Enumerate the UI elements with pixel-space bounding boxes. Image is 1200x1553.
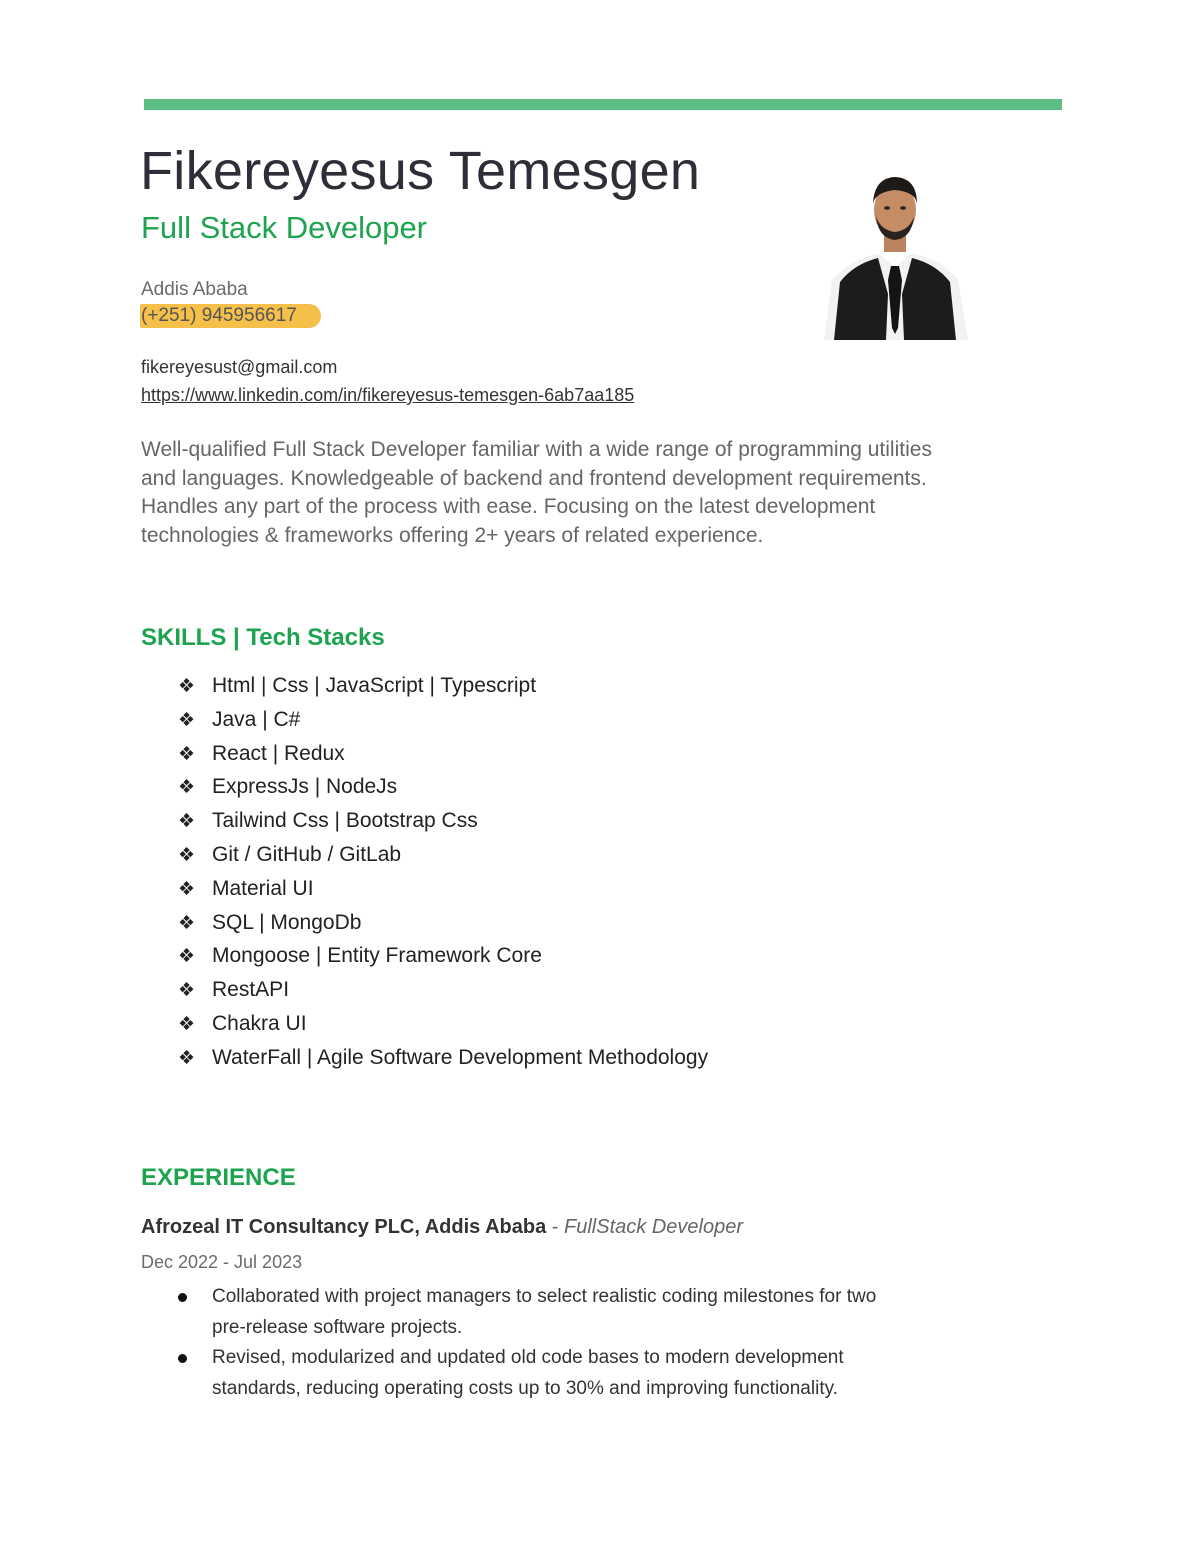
experience-heading: EXPERIENCE	[141, 1164, 296, 1191]
job-separator: -	[546, 1216, 565, 1238]
job-company: Afrozeal IT Consultancy PLC, Addis Ababa	[141, 1216, 547, 1238]
diamond-bullet-icon: ❖	[178, 777, 196, 799]
email-address[interactable]: fikereyesust@gmail.com	[141, 357, 338, 377]
profile-photo	[820, 168, 970, 340]
skill-item	[178, 809, 708, 843]
skill-label: Java | C#	[212, 707, 301, 731]
responsibility-item	[178, 1282, 898, 1343]
skill-item	[178, 1046, 708, 1080]
responsibility-item	[178, 1343, 898, 1404]
skill-item	[178, 674, 708, 708]
diamond-bullet-icon: ❖	[178, 1047, 196, 1069]
skill-label: Mongoose | Entity Framework Core	[212, 944, 542, 968]
job-header	[141, 1216, 743, 1239]
phone-number: (+251) 945956617	[140, 304, 321, 328]
skill-item	[178, 911, 708, 945]
skill-item	[178, 775, 708, 809]
skill-label: Chakra UI	[212, 1011, 307, 1035]
skill-label: WaterFall | Agile Software Development Methodology	[212, 1045, 709, 1069]
skill-item	[178, 742, 708, 776]
professional-summary: Well-qualified Full Stack Developer familiar with a wide range of programming utilities and languages. Knowledgeable of backend and frontend development requirements. Handles any part of the process with ease. Focusing on the latest development technologies & frameworks offering 2+ years of related experience.	[141, 438, 932, 547]
diamond-bullet-icon: ❖	[178, 878, 196, 900]
diamond-bullet-icon: ❖	[178, 709, 196, 731]
bullet-dot-icon	[178, 1354, 187, 1363]
skills-heading: SKILLS | Tech Stacks	[141, 624, 385, 651]
diamond-bullet-icon: ❖	[178, 912, 196, 934]
job-dates: Dec 2022 - Jul 2023	[141, 1252, 303, 1272]
skill-label: SQL | MongoDb	[212, 910, 362, 934]
header-rule	[144, 99, 1062, 110]
skill-label: React | Redux	[212, 741, 345, 765]
diamond-bullet-icon: ❖	[178, 811, 196, 833]
bullet-dot-icon	[178, 1293, 187, 1302]
linkedin-link[interactable]: https://www.linkedin.com/in/fikereyesus-temesgen-6ab7aa185	[141, 385, 635, 405]
skill-item	[178, 944, 708, 978]
skill-label: Html | Css | JavaScript | Typescript	[212, 674, 537, 697]
skill-label: Git / GitHub / GitLab	[212, 842, 402, 866]
skill-item	[178, 1012, 708, 1046]
job-responsibilities	[178, 1282, 898, 1404]
diamond-bullet-icon: ❖	[178, 946, 196, 968]
responsibility-text: Revised, modularized and updated old code bases to modern development standards, reducing operating costs up to 30% and improving functionality.	[212, 1347, 844, 1399]
skill-label: Material UI	[212, 876, 314, 900]
skill-item	[178, 978, 708, 1012]
diamond-bullet-icon: ❖	[178, 676, 196, 697]
location: Addis Ababa	[141, 279, 248, 300]
diamond-bullet-icon: ❖	[178, 980, 196, 1002]
skills-list	[178, 674, 708, 1080]
skill-label: ExpressJs | NodeJs	[212, 775, 398, 799]
skill-item	[178, 877, 708, 911]
job-position: FullStack Developer	[564, 1216, 743, 1238]
candidate-role: Full Stack Developer	[141, 210, 428, 245]
skill-label: Tailwind Css | Bootstrap Css	[212, 809, 478, 833]
responsibility-text: Collaborated with project managers to select realistic coding milestones for two pre-release software projects.	[212, 1286, 877, 1338]
diamond-bullet-icon: ❖	[178, 1013, 196, 1035]
diamond-bullet-icon: ❖	[178, 844, 196, 866]
diamond-bullet-icon: ❖	[178, 743, 196, 765]
candidate-name: Fikereyesus Temesgen	[140, 141, 701, 201]
skill-item	[178, 843, 708, 877]
skill-item	[178, 708, 708, 742]
skill-label: RestAPI	[212, 978, 290, 1002]
